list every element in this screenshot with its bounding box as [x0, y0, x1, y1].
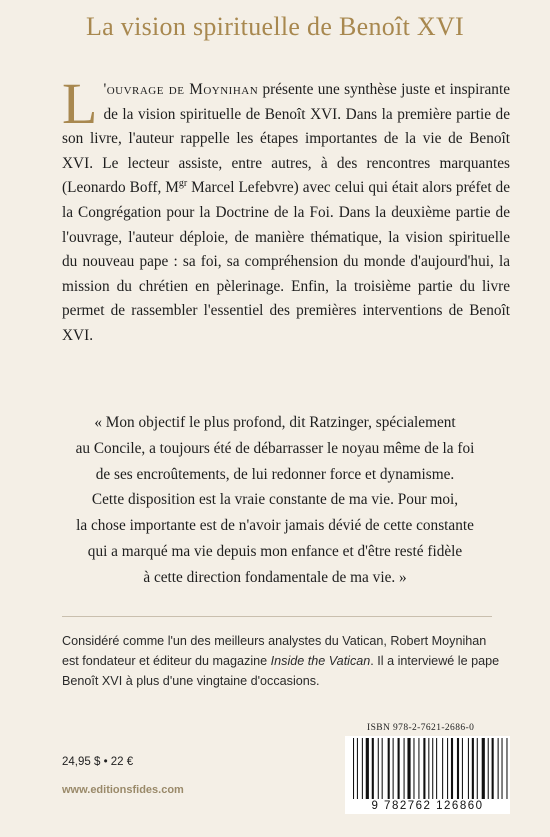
author-bio [62, 631, 510, 691]
barcode-bar [506, 738, 507, 799]
drop-cap: L [62, 71, 98, 136]
section-divider [62, 616, 492, 617]
barcode-digits: 9 782762 126860 [345, 800, 510, 814]
barcode-image [345, 736, 510, 801]
barcode-bar [393, 738, 394, 799]
barcode-bar [357, 738, 358, 799]
price-label: 24,95 $ • 22 € [62, 756, 134, 768]
barcode-bar [398, 738, 400, 799]
book-title: La vision spirituelle de Benoît XVI [85, 12, 465, 41]
intro-paragraph [62, 71, 510, 349]
intro-superscript: gr [178, 178, 188, 190]
intro-text-part1: et inspirante de la vision spirituelle de Benoît XVI. Dans la première partie de son livre, l'auteur rappelle les étapes importantes de la vie de Benoît XVI. Le lecteur assiste, entre autres, à des rencontres marquantes (Leonardo Boff, M [62, 81, 510, 197]
barcode-bar [362, 738, 363, 799]
bio-line2-pre: est fondateur et éditeur du magazine [62, 654, 271, 668]
quote-line: Cette disposition est la vraie constante de ma vie. Pour moi, [91, 491, 459, 509]
barcode-bar [492, 738, 494, 799]
barcode-bar [378, 738, 379, 799]
barcode-bar [502, 738, 503, 799]
barcode-bar [477, 738, 478, 799]
barcode-bar [423, 738, 425, 799]
barcode-bar [488, 738, 489, 799]
intro-line1-rest: présente une synthèse juste [258, 81, 431, 98]
isbn-label: ISBN 978-2-7621-2686-0 [367, 723, 475, 733]
barcode-bar [472, 738, 474, 799]
barcode-bar [432, 738, 433, 799]
intro-text-part2: Marcel Lefebvre) avec celui qui était alors préfet de la Congrégation pour la Doctrine de la Foi. Dans la deuxième partie de l'ouvrage, l'auteur déploie, de manière thématique, la vision spirituelle du nouveau pape : sa foi, sa compréhension du monde d'aujourd'hui, la mission du chrétien en pèlerinage. Enfin, la troisième partie du livre permet de rassembler l'essentiel des premières interventions de Benoît XVI. [62, 179, 510, 344]
barcode-bar [428, 738, 429, 799]
bio-line [62, 651, 510, 671]
barcode-bar [353, 738, 354, 799]
barcode-bar [451, 738, 453, 799]
quote-line: la chose importante est de n'avoir jamais dévié de cette constante [76, 517, 474, 535]
intro-smallcaps-lead: 'ouvrage de Moynihan [103, 81, 259, 98]
magazine-title: Inside the Vatican [270, 654, 371, 668]
barcode-bar [442, 738, 443, 799]
ratzinger-quote [40, 410, 510, 591]
bio-line2-post: . Il a interviewé le pape [370, 654, 500, 668]
quote-line: qui a marqué ma vie depuis mon enfance et d'être resté fidèle [87, 542, 463, 560]
quote-line: de ses encroûtements, de lui redonner force et dynamisme. [95, 465, 455, 483]
barcode-bar [388, 738, 390, 799]
barcode-bar [498, 738, 499, 799]
barcode-bar [468, 738, 469, 799]
bio-line: Benoît XVI à plus d'une vingtaine d'occasions. [62, 674, 320, 688]
barcode-bar [418, 738, 419, 799]
barcode-bar [447, 738, 448, 799]
quote-line: au Concile, a toujours été de débarrasser le noyau même de la foi [75, 439, 475, 457]
barcode-bar [372, 738, 374, 799]
barcode-bar [382, 738, 383, 799]
barcode-bar [436, 738, 437, 799]
barcode-bar [413, 738, 414, 799]
publisher-website: www.editionsfides.com [62, 784, 184, 796]
barcode-bar [404, 738, 405, 799]
barcode-bar [462, 738, 463, 799]
barcode-bar [457, 738, 459, 799]
barcode-bar [407, 738, 410, 799]
barcode-bar [482, 738, 485, 799]
barcode-bar [366, 738, 369, 799]
quote-line: à cette direction fondamentale de ma vie. » [143, 568, 407, 586]
bio-line: Considéré comme l'un des meilleurs analystes du Vatican, Robert Moynihan [62, 634, 487, 648]
quote-line: « Mon objectif le plus profond, dit Ratzinger, spécialement [94, 414, 456, 431]
